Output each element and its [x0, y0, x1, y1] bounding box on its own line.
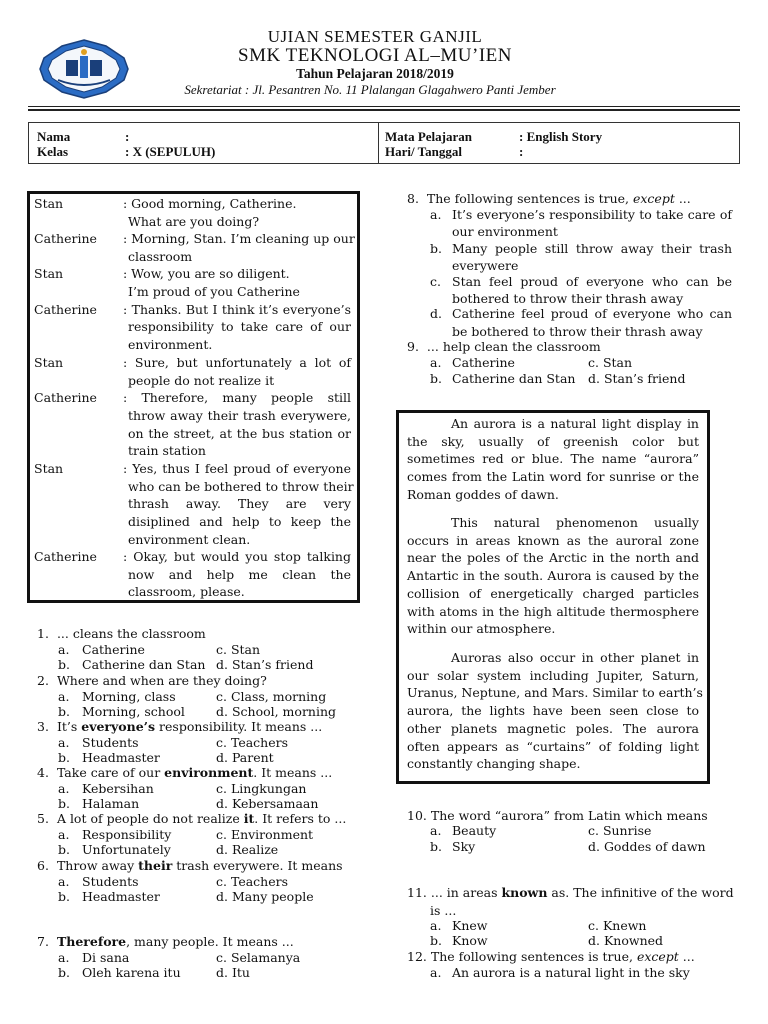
header-rule-thick — [28, 109, 740, 111]
option-letter: b. — [58, 889, 70, 904]
dialog-line: thrash away. They are very — [128, 496, 351, 511]
option-letter: b. — [58, 704, 70, 719]
option-letter: b. — [58, 750, 70, 765]
option-letter: a. — [58, 735, 70, 750]
option-letter: b. — [58, 796, 70, 811]
dialog-line: environment clean. — [128, 532, 251, 547]
option-c[interactable]: c. Environment — [216, 827, 314, 842]
option-a[interactable]: An aurora is a natural light in the sky — [452, 965, 690, 980]
dialog-line: throw away their trash everywere, — [128, 408, 351, 423]
option-a[interactable]: Catherine — [452, 355, 515, 370]
reading-line: comes from the Latin word for sunrise or the — [407, 469, 699, 485]
option-b[interactable]: Halaman — [82, 796, 140, 811]
question-tail: ... — [678, 949, 695, 964]
question-number: 2. — [37, 673, 49, 688]
option-a[interactable]: Di sana — [82, 950, 130, 965]
option-c[interactable]: c. Class, morning — [216, 689, 327, 704]
hari-value: : — [519, 144, 524, 159]
question-tail: . It means ... — [253, 765, 333, 780]
dialog-speaker: Catherine — [34, 390, 97, 405]
option-letter: b. — [430, 241, 442, 256]
reading-line: within our atmosphere. — [407, 621, 556, 637]
option-letter: b. — [430, 371, 442, 386]
dialog-line: people do not realize it — [128, 373, 275, 388]
question-10 — [407, 808, 708, 824]
question-emphasis: their — [138, 858, 173, 873]
mapel-label: Mata Pelajaran — [385, 129, 473, 144]
option-d[interactable]: d. Stan’s friend — [216, 657, 314, 672]
reading-line: This natural phenomenon usually — [451, 515, 699, 530]
option-c[interactable]: c. Stan — [216, 642, 261, 657]
question-tail: trash everywere. It means — [172, 858, 343, 873]
reading-line: Auroras also occur in other planet in — [451, 650, 699, 665]
dialog-line: : Morning, Stan. I’m cleaning up our — [123, 231, 355, 246]
question-text: ... cleans the classroom — [56, 626, 206, 641]
kelas-value: : X (SEPULUH) — [125, 144, 216, 159]
option-c[interactable]: c. Teachers — [216, 874, 289, 889]
question-text: The following sentences is true, — [426, 191, 633, 206]
dialog-line: : Therefore, many people still — [123, 390, 351, 405]
option-b[interactable]: Unfortunately — [82, 842, 171, 857]
dialog-line: who can be bothered to throw their — [128, 479, 354, 494]
dialog-line: : Wow, you are so diligent. — [123, 266, 290, 281]
question-number: 10. — [407, 808, 427, 823]
dialog-line: classroom — [128, 249, 193, 264]
question-1 — [37, 626, 206, 642]
school-name: SMK TEKNOLOGI AL–MU’IEN — [238, 45, 512, 66]
option-b[interactable]: Know — [452, 933, 488, 948]
option-letter: a. — [430, 918, 442, 933]
dialog-line: : Thanks. But I think it’s everyone’s — [123, 302, 351, 317]
option-letter: b. — [58, 965, 70, 980]
dialog-speaker: Catherine — [34, 231, 97, 246]
option-a[interactable]: Responsibility — [82, 827, 172, 842]
question-text: A lot of people do not realize — [56, 811, 244, 826]
question-text: Where and when are they doing? — [56, 673, 267, 688]
option-text[interactable]: everywere — [452, 258, 519, 273]
dialog-speaker: Stan — [34, 355, 64, 370]
option-text[interactable]: our environment — [452, 224, 558, 239]
option-text[interactable]: Catherine feel proud of everyone who can — [452, 306, 732, 321]
question-number: 12. — [407, 949, 427, 964]
reading-line: often appears as “curtains” of folding light — [407, 738, 699, 754]
dialog-line: : Okay, but would you stop talking — [123, 549, 351, 564]
option-a[interactable]: Students — [82, 735, 139, 750]
option-d[interactable]: d. Itu — [216, 965, 250, 980]
reading-passage-box — [396, 410, 710, 784]
option-a[interactable]: Beauty — [452, 823, 497, 838]
option-b[interactable]: Headmaster — [82, 750, 160, 765]
question-number: 6. — [37, 858, 49, 873]
option-d[interactable]: d. Realize — [216, 842, 279, 857]
dialog-line: I’m proud of you Catherine — [128, 284, 300, 299]
reading-line: An aurora is a natural light display in — [451, 416, 699, 431]
dialog-speaker: Catherine — [34, 549, 97, 564]
question-9 — [407, 339, 601, 355]
question-number: 11. — [407, 885, 427, 900]
option-a[interactable]: Catherine — [82, 642, 145, 657]
question-text: The word “aurora” from Latin which means — [430, 808, 708, 823]
reading-line: our solar system including Jupiter, Saturn, — [407, 667, 699, 683]
question-text: ... in areas — [430, 885, 502, 900]
reading-line: the sky, usually of greenish color but — [407, 433, 699, 449]
option-text[interactable]: It’s everyone’s responsibility to take care of — [452, 207, 732, 222]
reading-line: collision of energetically charged particles — [407, 585, 699, 601]
question-tail: as. The infinitive of the word — [547, 885, 734, 900]
dialog-line: classroom, please. — [128, 584, 245, 599]
question-emphasis: Therefore — [56, 934, 127, 949]
option-letter: a. — [430, 965, 442, 980]
reading-line: Uranus, Neptune, and Mars. Similar to earth’s — [407, 685, 703, 701]
question-6 — [37, 858, 343, 874]
option-text[interactable]: Stan feel proud of everyone who can be — [452, 274, 732, 289]
reading-line: Antartic in the south. Aurora is caused by the — [407, 568, 699, 584]
question-11 — [407, 885, 734, 901]
option-letter: a. — [430, 823, 442, 838]
nama-label: Nama — [37, 129, 71, 144]
dialog-line: train station — [128, 443, 206, 458]
option-c[interactable]: c. Lingkungan — [216, 781, 307, 796]
reading-line: aurora, the lights have been seen close to — [407, 703, 699, 719]
option-d[interactable]: d. Stan’s friend — [588, 371, 686, 386]
option-text[interactable]: bothered to throw their thrash away — [452, 291, 684, 306]
mapel-value: : English Story — [519, 129, 603, 144]
question-tail: , many people. It means ... — [126, 934, 294, 949]
dialog-speaker: Stan — [34, 266, 64, 281]
option-letter: a. — [430, 355, 442, 370]
question-number: 8. — [407, 191, 419, 206]
question-number: 5. — [37, 811, 49, 826]
option-b[interactable]: Sky — [452, 839, 476, 854]
option-letter: b. — [430, 933, 442, 948]
dialog-line: : Good morning, Catherine. — [123, 196, 297, 211]
question-emphasis: environment — [164, 765, 254, 780]
question-text: Throw away — [56, 858, 139, 873]
option-a[interactable]: Kebersihan — [82, 781, 154, 796]
option-c[interactable]: c. Selamanya — [216, 950, 301, 965]
dialog-line: : Sure, but unfortunately a lot of — [123, 355, 351, 370]
question-emphasis: except — [636, 949, 679, 964]
question-emphasis: it — [243, 811, 255, 826]
nama-colon: : — [125, 129, 130, 144]
question-8 — [407, 191, 691, 207]
kelas-label: Kelas — [37, 144, 69, 159]
question-tail: . It refers to ... — [254, 811, 347, 826]
dialog-speaker: Catherine — [34, 302, 97, 317]
dialog-speaker: Stan — [34, 461, 64, 476]
question-tail: responsibility. It means ... — [155, 719, 323, 734]
question-tail: ... — [674, 191, 691, 206]
dialog-line: : Yes, thus I feel proud of everyone — [123, 461, 351, 476]
question-7 — [37, 934, 294, 950]
question-number: 9. — [407, 339, 419, 354]
header-rule — [28, 106, 740, 107]
option-d[interactable]: d. Many people — [216, 889, 314, 904]
question-emphasis: known — [501, 885, 548, 900]
option-letter: d. — [430, 306, 442, 321]
question-text: It’s — [56, 719, 82, 734]
option-b[interactable]: Catherine dan Stan — [82, 657, 206, 672]
option-text[interactable]: Many people still throw away their trash — [452, 241, 732, 256]
question-5 — [37, 811, 346, 827]
question-text: The following sentences is true, — [430, 949, 637, 964]
option-a[interactable]: Knew — [452, 918, 488, 933]
option-letter: b. — [58, 842, 70, 857]
reading-line: occurs in areas known as the auroral zone — [407, 532, 699, 548]
option-d[interactable]: d. Knowned — [588, 933, 664, 948]
dialog-box — [27, 191, 360, 603]
option-letter: a. — [58, 874, 70, 889]
question-number: 3. — [37, 719, 49, 734]
question-number: 7. — [37, 934, 49, 949]
question-continuation: is ... — [430, 903, 457, 918]
option-c[interactable]: c. Stan — [588, 355, 633, 370]
reading-line: Roman goddes of dawn. — [407, 486, 559, 502]
dialog-line: now and help me clean the — [128, 567, 351, 582]
option-d[interactable]: d. School, morning — [216, 704, 337, 719]
option-b[interactable]: Headmaster — [82, 889, 160, 904]
reading-line: other planets magnetic poles. The aurora — [407, 720, 699, 736]
dialog-speaker: Stan — [34, 196, 64, 211]
option-letter: a. — [430, 207, 442, 222]
option-letter: a. — [58, 689, 70, 704]
option-a[interactable]: Morning, class — [82, 689, 176, 704]
dialog-line: environment. — [128, 337, 213, 352]
dialog-line: on the street, at the bus station or — [128, 426, 351, 441]
reading-line: sometimes red or blue. The name “aurora” — [407, 451, 699, 467]
option-letter: a. — [58, 781, 70, 796]
question-text: ... help clean the classroom — [426, 339, 601, 354]
identity-box — [28, 122, 740, 164]
identity-divider — [378, 123, 379, 163]
option-c[interactable]: c. Teachers — [216, 735, 289, 750]
reading-line: near the poles of the Arctic in the north and — [407, 550, 699, 566]
reading-line: with atoms in the high altitude thermosphere — [407, 603, 699, 619]
academic-year: Tahun Pelajaran 2018/2019 — [296, 66, 454, 81]
question-4 — [37, 765, 332, 781]
option-a[interactable]: Students — [82, 874, 139, 889]
question-number: 1. — [37, 626, 49, 641]
option-b[interactable]: Morning, school — [82, 704, 185, 719]
option-b[interactable]: Oleh karena itu — [82, 965, 181, 980]
option-letter: a. — [58, 950, 70, 965]
option-c[interactable]: c. Sunrise — [588, 823, 652, 838]
question-emphasis: except — [632, 191, 675, 206]
option-letter: a. — [58, 827, 70, 842]
question-emphasis: everyone’s — [81, 719, 156, 734]
option-text[interactable]: be bothered to throw their thrash away — [452, 324, 703, 339]
question-text: Take care of our — [56, 765, 165, 780]
question-3 — [37, 719, 322, 735]
option-letter: b. — [430, 839, 442, 854]
option-letter: b. — [58, 657, 70, 672]
exam-header — [140, 28, 610, 98]
dialog-line: disiplined and help to keep the — [128, 514, 351, 529]
question-number: 4. — [37, 765, 49, 780]
dialog-line: What are you doing? — [128, 214, 260, 229]
option-letter: c. — [430, 274, 441, 289]
question-12 — [407, 949, 695, 965]
school-address: Sekretariat : Jl. Pesantren No. 11 Plalangan Glagahwero Panti Jember — [184, 82, 556, 97]
option-b[interactable]: Catherine dan Stan — [452, 371, 576, 386]
school-logo — [36, 38, 132, 100]
reading-line: constantly changing shape. — [407, 756, 581, 772]
option-c[interactable]: c. Knewn — [588, 918, 647, 933]
option-letter: a. — [58, 642, 70, 657]
hari-label: Hari/ Tanggal — [385, 144, 462, 159]
option-d[interactable]: d. Goddes of dawn — [588, 839, 706, 854]
exam-title: UJIAN SEMESTER GANJIL — [267, 27, 483, 46]
option-d[interactable]: d. Kebersamaan — [216, 796, 319, 811]
question-2 — [37, 673, 267, 689]
dialog-line: responsibility to take care of our — [128, 319, 351, 334]
option-d[interactable]: d. Parent — [216, 750, 274, 765]
